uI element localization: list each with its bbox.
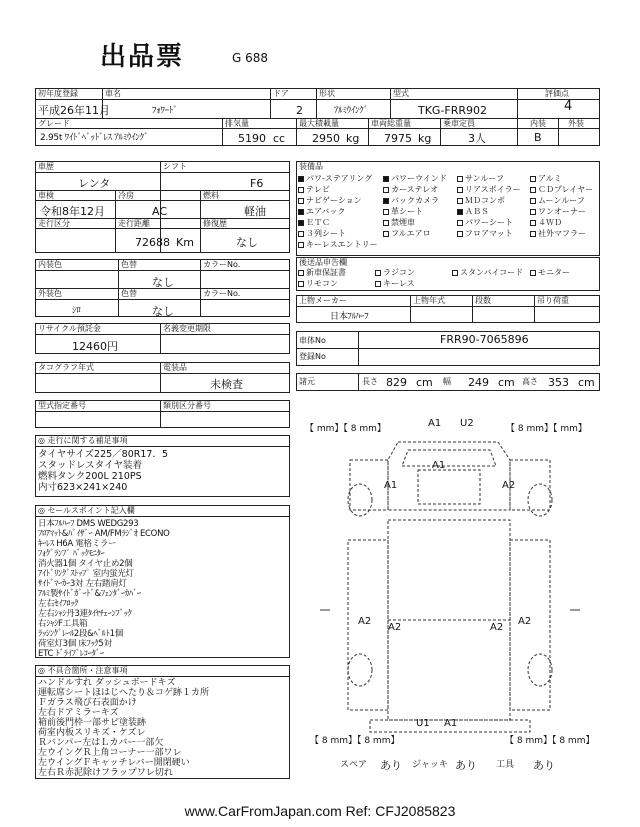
checkbox-icon [452, 270, 458, 276]
body-maker-label: 上物メーカー [299, 296, 347, 305]
mileage-type-label: 走行区分 [38, 219, 70, 228]
checkbox-icon [298, 231, 304, 237]
checkbox-icon [530, 270, 536, 276]
equipment-item: ＣＤプレイヤー [530, 185, 593, 195]
checkbox-icon [457, 187, 463, 193]
width-unit: cm [498, 376, 515, 389]
defect-line: 箱前後門枠一部サビ塗装跡 [38, 718, 147, 728]
ext-color-label: 外装色 [38, 289, 62, 298]
sales-line: 左右ｼｬｼ丹3連ﾀｲﾔﾁｪｰﾝﾌﾞｯｸ [38, 609, 132, 619]
tire-depth-top-left: 【 mm】【 8 mm】 [305, 424, 386, 434]
tire-depth-bot-right: 【 8 mm】【 8 mm】 [505, 736, 595, 746]
spare-label: スペア [340, 760, 368, 770]
equipment-item: ＭＤコンポ [457, 196, 505, 206]
width-label: 幅 [443, 377, 451, 386]
model-value: TKG-FRR902 [418, 104, 488, 117]
tire-depth-top-right: 【 8 mm】【 mm】 [506, 424, 587, 434]
checkbox-icon [298, 242, 304, 248]
drive-line-3: 燃料タンク200L 210PS [38, 471, 142, 482]
shift-label: シフト [163, 162, 187, 171]
checkbox-icon [383, 209, 389, 215]
ext-change-value: なし [152, 305, 174, 318]
defect-line: 左ウイングＲ上角コーナー一部ワレ [38, 748, 182, 758]
sales-line: ｱﾙﾐ製ｻｲﾄﾞｶﾞｰﾄﾞ&ﾌｪﾝﾀﾞｰｶﾊﾞｰ [38, 589, 141, 599]
defects-title: ◎ 不具合箇所・注意事項 [38, 666, 128, 675]
equipment-item: ＥＴＣ [298, 218, 330, 228]
drive-line-1: タイヤサイズ225／80R17．5 [38, 449, 169, 460]
equipment-item: リアスポイラー [457, 185, 521, 195]
chassis-label: 車体No [299, 336, 326, 345]
equipment-item: フロアマット [457, 229, 513, 239]
equipment-item: ４ＷＤ [530, 218, 562, 228]
defect-line: ハンドルすれ ダッシュボードキズ [38, 678, 176, 688]
body-maker-value: 日本ﾌﾙﾊｰﾌ [330, 312, 369, 322]
circle-icon: ◎ [38, 666, 45, 675]
checkbox-icon [298, 187, 304, 193]
car-name-value: ﾌｫﾜｰﾄﾞ [152, 106, 178, 116]
car-name-label: 車名 [105, 89, 121, 98]
mileage-value: 72688 [135, 236, 170, 249]
equipment-item: パワーシート [457, 218, 513, 228]
length-label: 長さ [362, 377, 378, 386]
drive-line-4: 内寸623×241×240 [38, 482, 128, 493]
post-install-item: リモコン [298, 279, 338, 289]
first-reg-value: 平成26年11月 [38, 104, 110, 117]
int-change-value: なし [152, 276, 174, 289]
displacement-unit: cc [273, 132, 286, 145]
checkbox-icon [298, 220, 304, 226]
damage-mark: U1 [416, 718, 430, 729]
footer-ref: www.CarFromJapan.com Ref: CFJ2085823 [184, 803, 456, 819]
type-no-label: 型式指定番号 [38, 401, 86, 410]
shape-label: 形状 [319, 89, 335, 98]
sales-line: ｷｰﾚｽ H6A 電格ミラー [38, 539, 117, 549]
defect-line: 左右ドアミラーキズ [38, 708, 119, 718]
equipment-item: アルミ [530, 174, 562, 184]
defect-line: Ｆガラス飛び石表面かけ [38, 698, 137, 708]
int-code-label: カラーNo. [203, 260, 241, 269]
inspection-value: 令和8年12月 [40, 205, 105, 218]
post-install-item: 新車保証書 [298, 268, 346, 278]
recycle-label: リサイクル預託金 [38, 324, 101, 333]
tool-value: あり [533, 759, 555, 772]
body-load-label: 吊り荷重 [537, 296, 569, 305]
damage-mark: A2 [490, 622, 504, 633]
gross-weight-label: 車両総重量 [371, 119, 411, 128]
damage-mark: A1 [444, 718, 458, 729]
mileage-label: 走行距離 [118, 219, 150, 228]
damage-mark: A1 [428, 418, 442, 429]
length-unit: cm [416, 376, 433, 389]
shape-value: ｱﾙﾐｳｲﾝｸﾞ [334, 106, 368, 116]
fuel-value: 軽油 [244, 205, 266, 218]
max-load-value: 2950 [312, 132, 340, 145]
sales-line: ﾌｫｸﾞﾗﾝﾌﾟ ﾊﾞｯｸﾓﾆﾀｰ [38, 549, 105, 559]
cert-label: 電装品 [163, 363, 187, 372]
checkbox-icon [383, 231, 389, 237]
equipment-item: カーステレオ [383, 185, 438, 195]
checkbox-icon [298, 281, 304, 287]
checkbox-icon [530, 231, 536, 237]
page-title: 出品票 [100, 42, 185, 72]
height-value: 353 [548, 376, 569, 389]
checkbox-icon [375, 270, 381, 276]
checkbox-icon [530, 209, 536, 215]
inspection-label: 車検 [38, 191, 54, 200]
checkbox-icon [530, 198, 536, 204]
post-install-title: 後送品申告欄 [299, 258, 347, 267]
interior-label: 内装 [530, 119, 546, 128]
checkbox-icon [383, 220, 389, 226]
equipment-item: ３列シート [298, 229, 346, 239]
checkbox-icon [530, 220, 536, 226]
equipment-item: ＡＢＳ [457, 207, 489, 217]
sales-line: ETC ﾄﾞﾗｲﾌﾞﾚｺｰﾀﾞｰ [38, 649, 104, 659]
gross-weight-value: 7975 [384, 132, 412, 145]
defect-line: 運転席シートほはじへたり＆コゲ跡１カ所 [38, 688, 210, 698]
damage-mark: A1 [432, 460, 446, 471]
dims-label: 諸元 [299, 377, 315, 386]
doors-value: 2 [296, 104, 303, 117]
usage-label: 車歴 [38, 162, 54, 171]
equipment-item: ナビゲーション [298, 196, 362, 206]
body-steps-label: 段数 [475, 296, 491, 305]
checkbox-icon [383, 198, 389, 204]
equipment-item: 禁煙車 [383, 218, 415, 228]
drive-line-2: スタッドレスタイヤ装着 [38, 460, 143, 471]
vehicle-diagram [300, 430, 600, 740]
sales-line: 左右ｾｲﾌﾛｯｸ [38, 599, 79, 609]
checkbox-icon [457, 231, 463, 237]
defect-line: 荷室内板スリキズ・ケズレ [38, 728, 146, 738]
equipment-item: 革シート [383, 207, 423, 217]
spare-value: あり [380, 759, 402, 772]
height-label: 高さ [522, 377, 538, 386]
equipment-item: ワンオーナー [530, 207, 586, 217]
displacement-value: 5190 [238, 132, 266, 145]
reg-no-label: 登録No [299, 352, 326, 361]
checkbox-icon [298, 209, 304, 215]
checkbox-icon [530, 187, 536, 193]
max-load-unit: kg [346, 132, 360, 145]
repair-value: なし [236, 236, 258, 249]
jack-label: ジャッキ [412, 760, 448, 770]
width-value: 249 [468, 376, 489, 389]
checkbox-icon [457, 220, 463, 226]
capacity-value: 3人 [468, 132, 486, 145]
grade-value: 2.95t ﾜｲﾄﾞﾍﾞｯﾄﾞﾚｽ ｱﾙﾐｳｲﾝｸﾞ [40, 133, 149, 143]
checkbox-icon [383, 176, 389, 182]
defect-line: Ｒバンパー左はＬカバー一部欠 [38, 738, 164, 748]
sales-line: 日本ﾌﾙﾊｰﾌ DMS WEDG293 [38, 519, 139, 529]
checkbox-icon [457, 209, 463, 215]
equipment-item: パワーウインド [383, 174, 447, 184]
max-load-label: 最大積載量 [299, 119, 339, 128]
sales-line: 荷室灯3個 床ﾌｯｸ5対 [38, 639, 112, 649]
gross-weight-unit: kg [418, 132, 432, 145]
grade-label: グレード [38, 119, 70, 128]
score-value: 4 [564, 99, 573, 114]
checkbox-icon [375, 281, 381, 287]
equipment-item: パワ-ステアリング [298, 174, 372, 184]
body-year-label: 上物年式 [413, 296, 445, 305]
post-install-item: ラジコン [375, 268, 415, 278]
sales-title: ◎ セールスポイント記入欄 [38, 506, 135, 515]
length-value: 829 [386, 376, 407, 389]
checkbox-icon [383, 187, 389, 193]
tool-label: 工具 [496, 760, 515, 770]
checkbox-icon [530, 176, 536, 182]
capacity-label: 乗車定員 [443, 119, 475, 128]
name-change-label: 名義変更期限 [163, 324, 211, 333]
displacement-label: 排気量 [225, 119, 249, 128]
fuel-label: 燃料 [203, 191, 219, 200]
damage-mark: A1 [384, 480, 398, 491]
equipment-item: エアバック [298, 207, 345, 217]
recycle-value: 12460円 [72, 340, 118, 353]
defect-line: 左右Ｒ赤泥除けフラップワレ切れ [38, 768, 173, 778]
circle-icon: ◎ [38, 436, 45, 445]
chassis-value: FRR90-7065896 [440, 333, 529, 346]
model-label: 型式 [393, 89, 409, 98]
tire-depth-bot-left: 【 8 mm】【 8 mm】 [310, 736, 400, 746]
lot-number: G 688 [232, 51, 269, 65]
checkbox-icon [457, 198, 463, 204]
ext-color-value: ｼﾛ [72, 306, 81, 316]
jack-value: あり [455, 759, 477, 772]
equipment-item: テレビ [298, 185, 330, 195]
interior-value: B [534, 131, 542, 144]
ext-code-label: カラーNo. [203, 289, 241, 298]
sales-line: ﾗｯｼﾝｸﾞﾚｰﾙ2段&ﾍﾞﾙﾄ1個 [38, 629, 123, 639]
post-install-item: モニター [530, 268, 570, 278]
drive-title: ◎ 走行に関する補足事項 [38, 436, 128, 445]
ext-change-label: 色替 [121, 289, 137, 298]
circle-icon: ◎ [38, 506, 45, 515]
tacho-label: タコグラフ年式 [38, 363, 94, 372]
equipment-item: キーレスエントリー [298, 240, 378, 250]
checkbox-icon [298, 176, 304, 182]
checkbox-icon [298, 270, 304, 276]
sales-line: ｻｲﾄﾞﾏｰｶｰ3対 左右踏肩灯 [38, 579, 127, 589]
post-install-item: スタンバイコード [452, 268, 523, 278]
first-reg-label: 初年度登録 [38, 89, 78, 98]
equipment-item: バックカメラ [383, 196, 439, 206]
exterior-label: 外装 [568, 119, 584, 128]
repair-label: 修復歴 [203, 219, 227, 228]
damage-mark: U2 [460, 418, 474, 429]
equipment-item: フルエアロ [383, 229, 431, 239]
mileage-unit: Km [176, 236, 194, 249]
equipment-item: サンルーフ [457, 174, 504, 184]
int-color-label: 内装色 [38, 260, 62, 269]
damage-mark: A2 [518, 616, 532, 627]
usage-value: レンタ [78, 177, 111, 190]
sales-line: 右ｼｬｼF工具箱 [38, 619, 88, 629]
sales-line: 消火器1個 タイヤ止め2個 [38, 559, 133, 569]
score-label: 評価点 [545, 89, 569, 98]
shift-value: F6 [250, 177, 264, 190]
equipment-item: ムーンルーフ [530, 196, 585, 206]
post-install-item: キーレス [375, 279, 415, 289]
sales-line: ﾌﾛｱﾏｯﾄ&ﾊﾞｲｻﾞｰ AM/FMﾗｼﾞｵ ECONO [38, 529, 170, 539]
equipment-item: 社外マフラー [530, 229, 586, 239]
damage-mark: A2 [358, 616, 372, 627]
damage-mark: A2 [388, 622, 402, 633]
checkbox-icon [298, 198, 304, 204]
checkbox-icon [457, 176, 463, 182]
defect-line: 左ウイングＦキャッチレバー開閉硬い [38, 758, 190, 768]
damage-mark: A2 [502, 480, 516, 491]
sales-line: ｱｲﾄﾞﾘﾝｸﾞｽﾄｯﾌﾟ 室内蛍光灯 [38, 569, 134, 579]
equipment-title: 装備品 [299, 162, 323, 171]
int-change-label: 色替 [121, 260, 137, 269]
ac-label: 冷房 [118, 191, 134, 200]
cert-value: 未検査 [210, 378, 243, 391]
height-unit: cm [578, 376, 595, 389]
doors-label: ドア [273, 89, 289, 98]
class-no-label: 類別区分番号 [163, 401, 211, 410]
ac-value: AC [152, 205, 168, 218]
